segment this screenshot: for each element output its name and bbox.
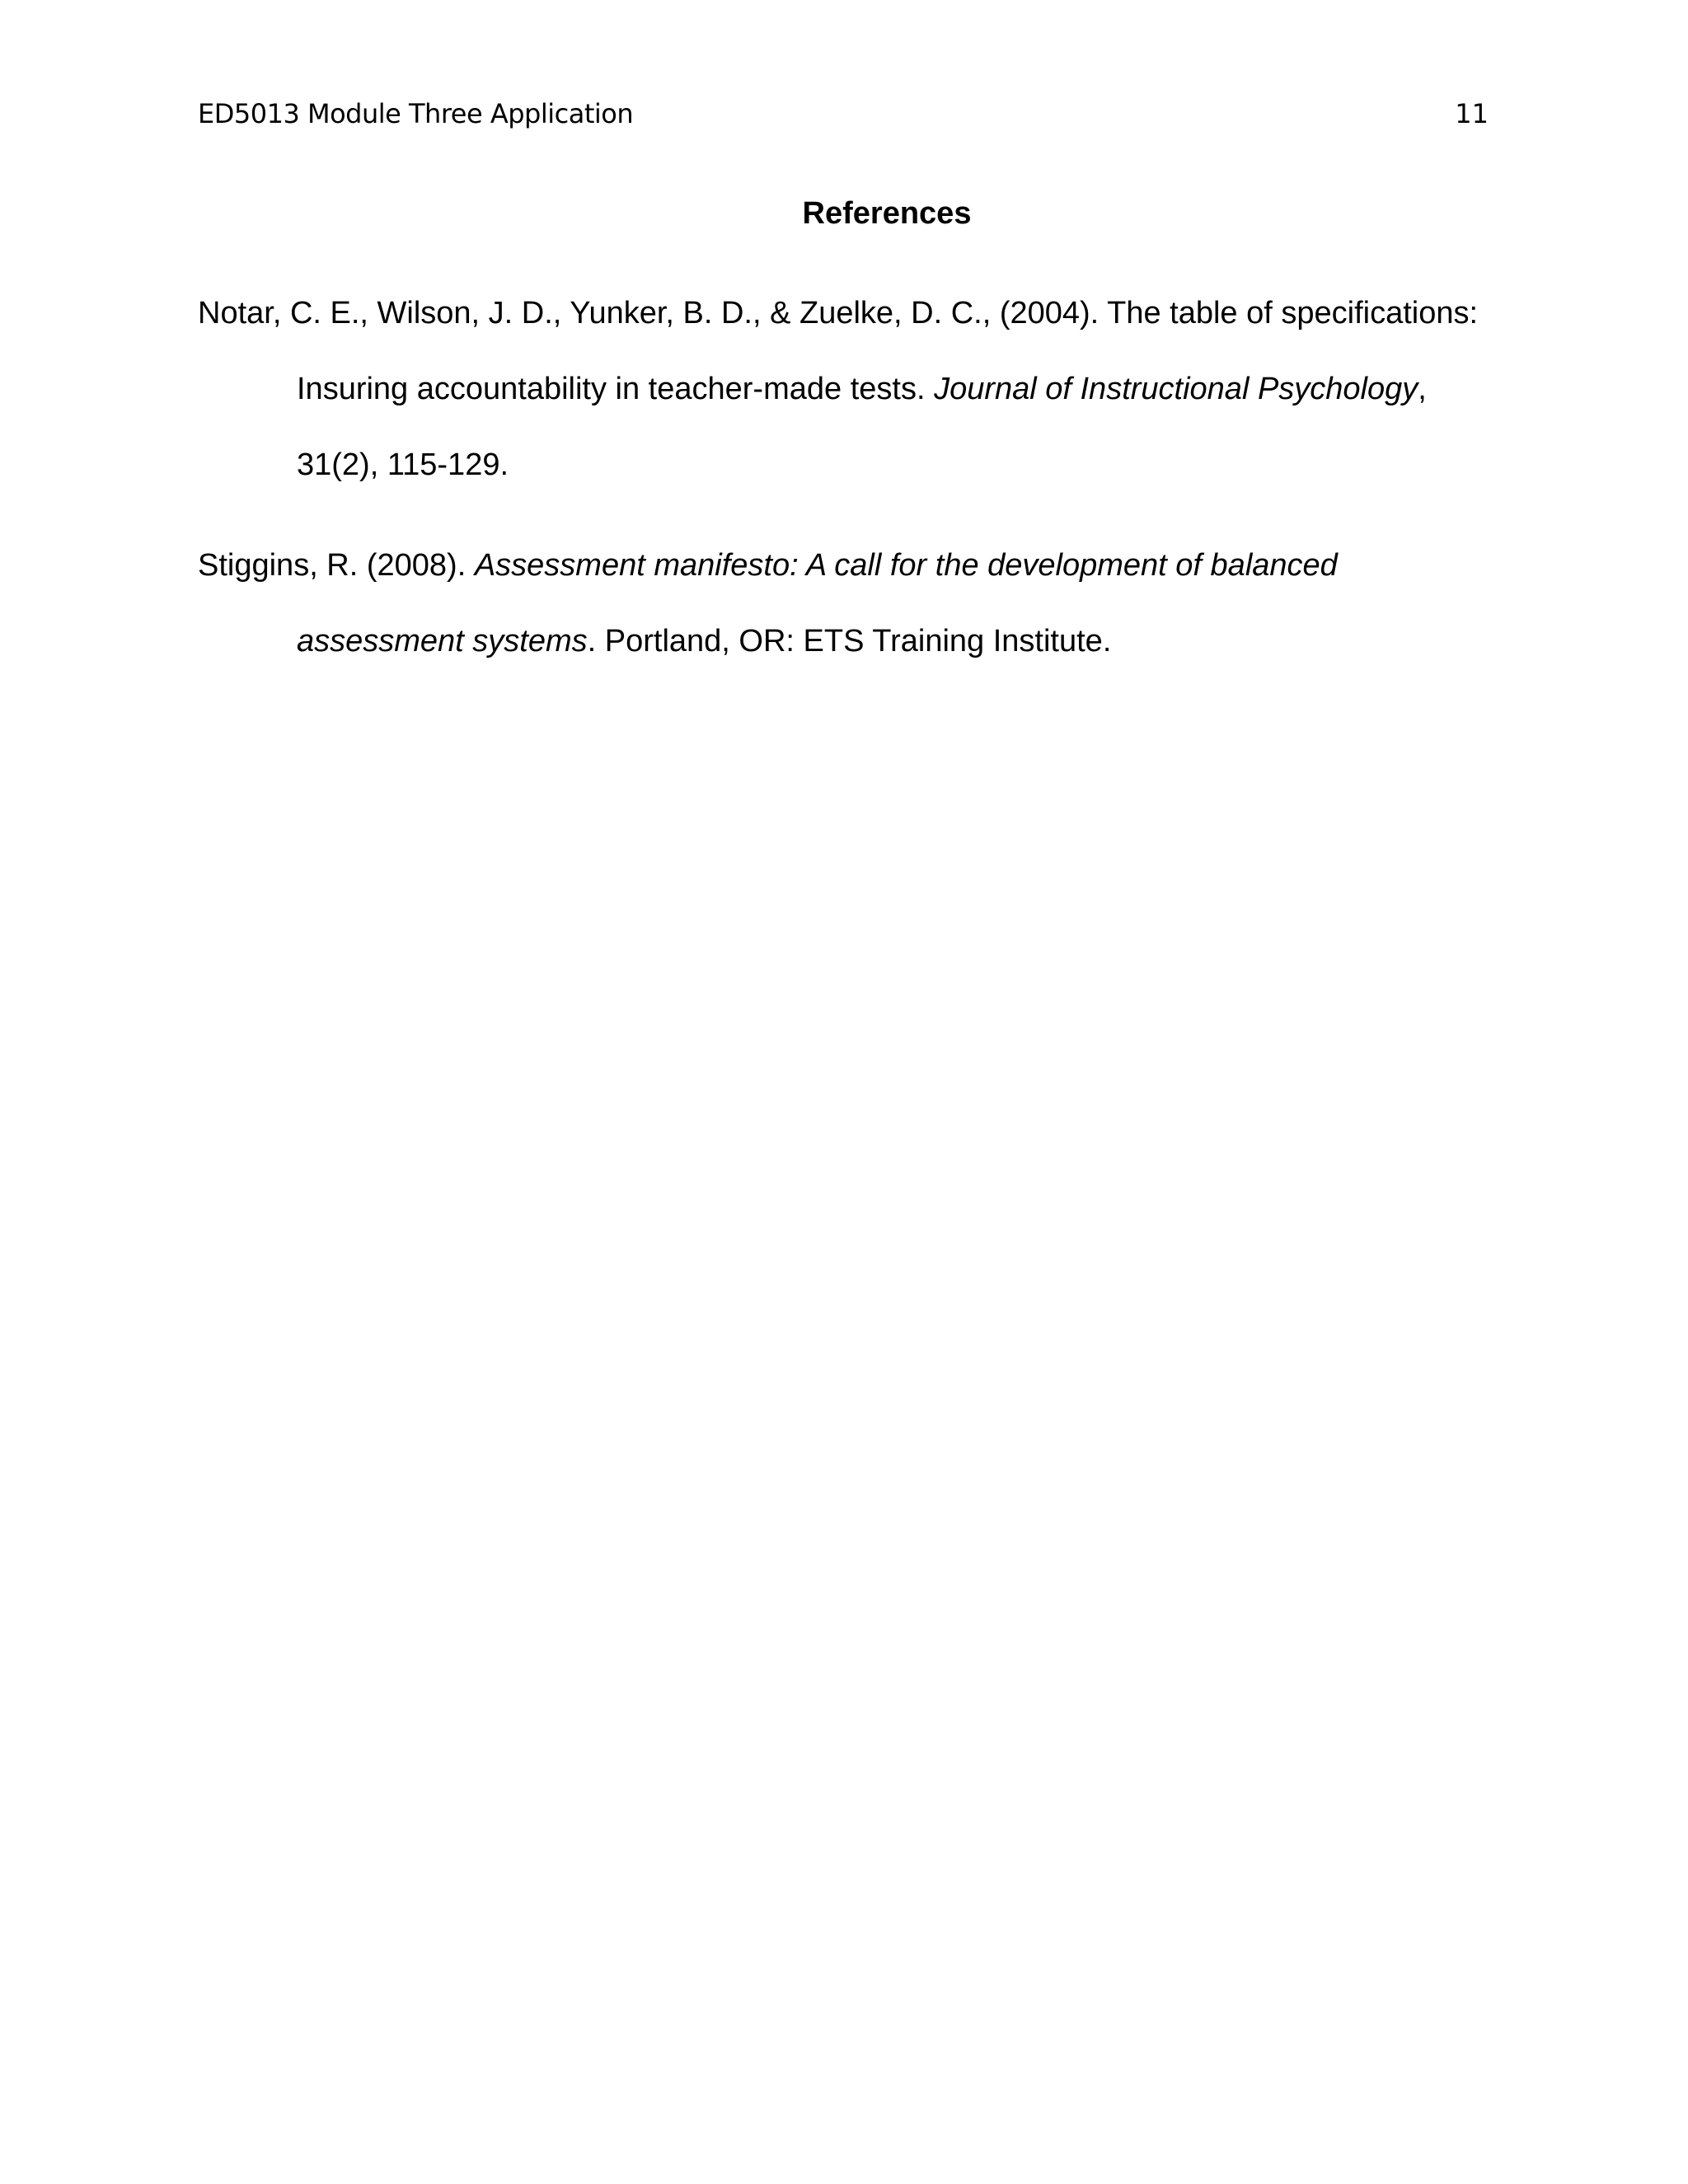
page-number: 11: [1455, 98, 1489, 129]
reference-entry-stiggins: [198, 527, 1508, 679]
reference-details: , 31(2), 115-129.: [297, 372, 1427, 482]
reference-authors-year: Stiggins, R. (2008).: [198, 548, 475, 583]
reference-authors-year: Notar, C. E., Wilson, J. D., Yunker, B. D., & Zuelke, D. C., (2004). The table of specifications: Insuring accountability in teacher-made tests.: [198, 296, 1479, 406]
running-head: ED5013 Module Three Application: [198, 98, 634, 129]
reference-details: . Portland, OR: ETS Training Institute.: [587, 624, 1112, 658]
reference-work-title: Assessment manifesto: A call for the development of balanced assessment systems: [297, 548, 1338, 658]
references-heading: References: [802, 196, 972, 231]
reference-journal-title: Journal of Instructional Psychology: [934, 372, 1418, 406]
reference-entry-notar: [198, 275, 1508, 503]
